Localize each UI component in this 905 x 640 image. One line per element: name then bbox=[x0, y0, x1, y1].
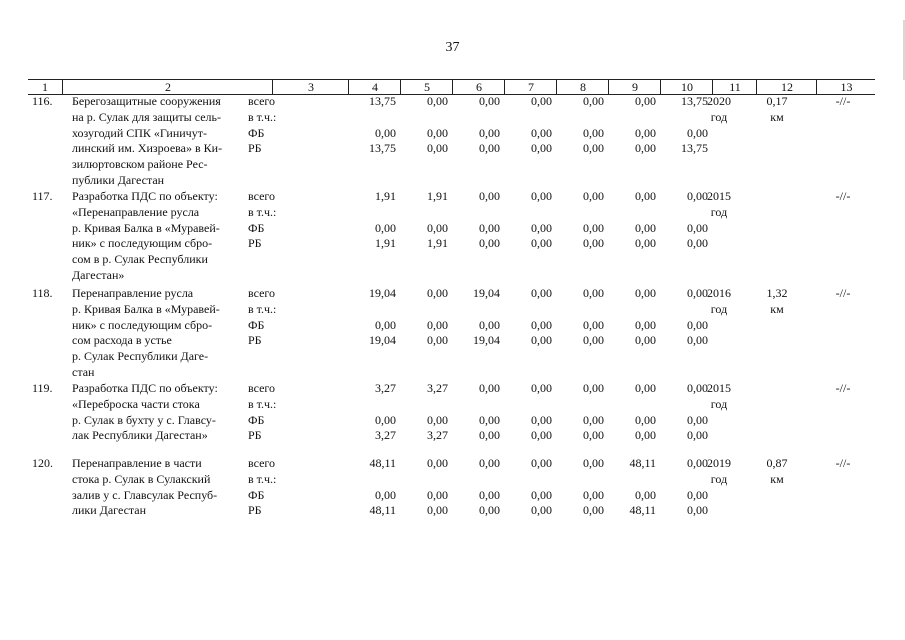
fund-fb-label: ФБ bbox=[248, 412, 265, 427]
year-unit: год bbox=[710, 204, 728, 219]
value-cell: 1,91 bbox=[375, 189, 396, 203]
row-number: 120. bbox=[32, 456, 53, 470]
description-line: «Переброска части стока bbox=[72, 396, 200, 411]
value-cell: 0,00 bbox=[531, 412, 552, 427]
length-unit: км bbox=[770, 471, 784, 486]
description-line: ник» с последующим сбро- bbox=[72, 317, 213, 332]
ditto-mark: -//- bbox=[835, 456, 851, 470]
funding-sources bbox=[248, 189, 308, 252]
value-cell: 0,00 bbox=[635, 381, 656, 395]
value-cell: 13,75 bbox=[681, 94, 708, 108]
year-value: 2020 bbox=[707, 94, 731, 108]
value-cell: 0,00 bbox=[479, 141, 500, 156]
fund-including-label: в т.ч.: bbox=[248, 396, 277, 411]
value-cell: 0,00 bbox=[687, 428, 708, 443]
table-row-119 bbox=[28, 381, 875, 445]
value-cell: 1,91 bbox=[427, 236, 448, 251]
ditto-mark: -//- bbox=[835, 189, 851, 203]
value-cell: 0,00 bbox=[375, 412, 396, 427]
value-cell: 19,04 bbox=[473, 286, 500, 300]
year-unit: год bbox=[710, 396, 728, 411]
description-line: сом в р. Сулак Республики bbox=[72, 252, 208, 267]
header-col-9: 9 bbox=[608, 80, 661, 94]
value-cell: 0,00 bbox=[635, 189, 656, 203]
value-cell: 0,00 bbox=[635, 412, 656, 427]
value-cell: 0,00 bbox=[427, 487, 448, 502]
value-cell: 19,04 bbox=[369, 286, 396, 300]
description-line: линский им. Хизроева» в Ки- bbox=[72, 141, 223, 156]
ditto-mark: -//- bbox=[835, 286, 851, 300]
fund-fb-label: ФБ bbox=[248, 125, 265, 140]
description-line: публики Дагестан bbox=[72, 172, 165, 187]
value-cell: 0,00 bbox=[531, 317, 552, 332]
value-cell: 13,75 bbox=[369, 141, 396, 156]
value-cell: 0,00 bbox=[375, 317, 396, 332]
value-cell: 0,00 bbox=[479, 94, 500, 108]
value-cell: 0,00 bbox=[687, 333, 708, 348]
value-cell: 0,00 bbox=[635, 220, 656, 235]
description-line: Берегозащитные сооружения bbox=[72, 94, 221, 108]
table-row-118 bbox=[28, 286, 875, 378]
description-line: р. Сулак в бухту у с. Главсу- bbox=[72, 412, 216, 427]
fund-rb-label: РБ bbox=[248, 236, 262, 251]
value-cell: 0,00 bbox=[583, 220, 604, 235]
description-line: на р. Сулак для защиты сель- bbox=[72, 109, 221, 124]
value-cell: 3,27 bbox=[375, 428, 396, 443]
description-line: Перенаправление русла bbox=[72, 286, 194, 300]
value-cell: 0,00 bbox=[427, 333, 448, 348]
value-cell: 0,00 bbox=[531, 141, 552, 156]
fund-including-label: в т.ч.: bbox=[248, 301, 277, 316]
fund-rb-label: РБ bbox=[248, 428, 262, 443]
value-cell: 13,75 bbox=[681, 141, 708, 156]
year-unit: год bbox=[710, 109, 728, 124]
value-cell: 0,00 bbox=[531, 487, 552, 502]
value-cell: 0,00 bbox=[531, 236, 552, 251]
value-cell: 0,00 bbox=[583, 333, 604, 348]
year-value: 2016 bbox=[707, 286, 731, 300]
description-line: р. Кривая Балка в «Муравей- bbox=[72, 301, 220, 316]
value-cell: 0,00 bbox=[635, 428, 656, 443]
value-cell: 0,00 bbox=[479, 412, 500, 427]
value-cell: 0,00 bbox=[635, 487, 656, 502]
value-cell: 0,00 bbox=[531, 286, 552, 300]
header-col-10: 10 bbox=[660, 80, 713, 94]
value-cell: 0,00 bbox=[687, 189, 708, 203]
value-cell: 48,11 bbox=[369, 503, 396, 518]
row-number: 118. bbox=[32, 286, 53, 300]
description-line: Разработка ПДС по объекту: bbox=[72, 189, 218, 203]
fund-including-label: в т.ч.: bbox=[248, 471, 277, 486]
fund-rb-label: РБ bbox=[248, 333, 262, 348]
table-row-120 bbox=[28, 456, 875, 520]
value-cell: 48,11 bbox=[629, 503, 656, 518]
header-col-1: 1 bbox=[42, 80, 48, 94]
value-cell: 0,00 bbox=[687, 412, 708, 427]
value-cell: 0,00 bbox=[427, 503, 448, 518]
value-cell: 3,27 bbox=[427, 428, 448, 443]
value-cell: 0,00 bbox=[531, 94, 552, 108]
fund-total-label: всего bbox=[248, 286, 276, 300]
value-cell: 0,00 bbox=[635, 317, 656, 332]
value-cell: 0,00 bbox=[687, 236, 708, 251]
header-col-13: 13 bbox=[816, 80, 876, 94]
value-cell: 0,00 bbox=[531, 220, 552, 235]
year-value: 2015 bbox=[707, 189, 731, 203]
value-cell: 0,00 bbox=[531, 381, 552, 395]
fund-rb-label: РБ bbox=[248, 141, 262, 156]
table-row-116 bbox=[28, 94, 875, 186]
header-col-7: 7 bbox=[504, 80, 557, 94]
year-value: 2015 bbox=[707, 381, 731, 395]
value-cell: 0,00 bbox=[479, 220, 500, 235]
value-cell: 1,91 bbox=[427, 189, 448, 203]
value-cell: 0,00 bbox=[427, 141, 448, 156]
value-cell: 0,00 bbox=[531, 456, 552, 470]
value-cell: 0,00 bbox=[635, 94, 656, 108]
row-description bbox=[72, 456, 265, 519]
value-cell: 1,91 bbox=[375, 236, 396, 251]
value-cell: 0,00 bbox=[583, 94, 604, 108]
row-number: 116. bbox=[32, 94, 53, 108]
description-line: Дагестан» bbox=[72, 267, 125, 282]
header-col-8: 8 bbox=[556, 80, 609, 94]
length-value: 0,87 bbox=[766, 456, 788, 470]
description-line: хозугодий СПК «Гиничут- bbox=[72, 125, 207, 140]
value-cell: 0,00 bbox=[375, 125, 396, 140]
value-cell: 0,00 bbox=[479, 381, 500, 395]
value-cell: 0,00 bbox=[583, 189, 604, 203]
value-cell: 0,00 bbox=[427, 286, 448, 300]
completion-year bbox=[696, 456, 742, 488]
length-value: 0,17 bbox=[766, 94, 788, 108]
value-cell: 13,75 bbox=[369, 94, 396, 108]
length-unit: км bbox=[770, 301, 784, 316]
row-description bbox=[72, 286, 265, 381]
header-col-2: 2 bbox=[62, 80, 273, 94]
value-cell: 0,00 bbox=[479, 487, 500, 502]
value-cell: 0,00 bbox=[427, 125, 448, 140]
completion-year bbox=[696, 189, 742, 221]
value-cell: 0,00 bbox=[479, 503, 500, 518]
row-number: 119. bbox=[32, 381, 53, 395]
value-cell: 0,00 bbox=[427, 317, 448, 332]
value-cell: 0,00 bbox=[687, 487, 708, 502]
value-cell: 0,00 bbox=[687, 317, 708, 332]
value-cell: 0,00 bbox=[583, 236, 604, 251]
length bbox=[754, 94, 800, 126]
header-col-3: 3 bbox=[272, 80, 349, 94]
value-cell: 0,00 bbox=[635, 125, 656, 140]
fund-total-label: всего bbox=[248, 94, 276, 108]
description-line: лики Дагестан bbox=[72, 503, 147, 518]
value-cell: 0,00 bbox=[687, 503, 708, 518]
fund-rb-label: РБ bbox=[248, 503, 262, 518]
value-cell: 0,00 bbox=[479, 428, 500, 443]
table-row-117 bbox=[28, 189, 875, 281]
value-cell: 0,00 bbox=[635, 286, 656, 300]
description-line: залив у с. Главсулак Респуб- bbox=[72, 487, 218, 502]
fund-total-label: всего bbox=[248, 189, 276, 203]
value-cell: 0,00 bbox=[427, 412, 448, 427]
value-cell: 0,00 bbox=[583, 503, 604, 518]
fund-fb-label: ФБ bbox=[248, 487, 265, 502]
value-cell: 0,00 bbox=[583, 125, 604, 140]
value-cell: 0,00 bbox=[635, 141, 656, 156]
description-line: р. Кривая Балка в «Муравей- bbox=[72, 220, 220, 235]
value-cell: 0,00 bbox=[531, 428, 552, 443]
header-col-12: 12 bbox=[756, 80, 817, 94]
fund-fb-label: ФБ bbox=[248, 220, 265, 235]
row-description bbox=[72, 381, 265, 444]
value-cell: 3,27 bbox=[375, 381, 396, 395]
fund-total-label: всего bbox=[248, 456, 276, 470]
year-unit: год bbox=[710, 471, 728, 486]
fund-including-label: в т.ч.: bbox=[248, 109, 277, 124]
header-col-6: 6 bbox=[452, 80, 505, 94]
value-cell: 0,00 bbox=[687, 220, 708, 235]
description-line: лак Республики Дагестан» bbox=[72, 428, 208, 443]
funding-sources bbox=[248, 456, 308, 519]
header-col-5: 5 bbox=[400, 80, 453, 94]
value-cell: 0,00 bbox=[531, 503, 552, 518]
ditto-mark: -//- bbox=[835, 94, 851, 108]
value-cell: 0,00 bbox=[583, 381, 604, 395]
value-cell: 0,00 bbox=[375, 487, 396, 502]
length bbox=[754, 456, 800, 488]
value-cell: 0,00 bbox=[531, 333, 552, 348]
description-line: р. Сулак Республики Даге- bbox=[72, 349, 209, 364]
value-cell: 0,00 bbox=[687, 286, 708, 300]
header-col-11: 11 bbox=[712, 80, 757, 94]
value-cell: 0,00 bbox=[687, 381, 708, 395]
value-cell: 0,00 bbox=[427, 456, 448, 470]
value-cell: 0,00 bbox=[427, 220, 448, 235]
length-value: 1,32 bbox=[766, 286, 788, 300]
ditto-mark: -//- bbox=[835, 381, 851, 395]
description-line: стан bbox=[72, 364, 95, 379]
fund-including-label: в т.ч.: bbox=[248, 204, 277, 219]
table-header bbox=[28, 79, 875, 95]
funding-sources bbox=[248, 286, 308, 349]
value-cell: 0,00 bbox=[479, 189, 500, 203]
value-cell: 0,00 bbox=[479, 317, 500, 332]
value-cell: 48,11 bbox=[629, 456, 656, 470]
row-description bbox=[72, 94, 265, 189]
value-cell: 0,00 bbox=[583, 412, 604, 427]
fund-fb-label: ФБ bbox=[248, 317, 265, 332]
value-cell: 0,00 bbox=[583, 487, 604, 502]
value-cell: 0,00 bbox=[687, 456, 708, 470]
description-line: стока р. Сулак в Сулакский bbox=[72, 471, 211, 486]
description-line: Перенаправление в части bbox=[72, 456, 202, 470]
row-description bbox=[72, 189, 265, 284]
completion-year bbox=[696, 94, 742, 126]
value-cell: 0,00 bbox=[635, 333, 656, 348]
value-cell: 0,00 bbox=[531, 189, 552, 203]
completion-year bbox=[696, 381, 742, 413]
value-cell: 48,11 bbox=[369, 456, 396, 470]
description-line: Разработка ПДС по объекту: bbox=[72, 381, 218, 395]
value-cell: 0,00 bbox=[583, 141, 604, 156]
description-line: ник» с последующим сбро- bbox=[72, 236, 213, 251]
value-cell: 0,00 bbox=[583, 286, 604, 300]
value-cell: 19,04 bbox=[473, 333, 500, 348]
fund-total-label: всего bbox=[248, 381, 276, 395]
value-cell: 0,00 bbox=[635, 236, 656, 251]
value-cell: 0,00 bbox=[479, 125, 500, 140]
value-cell: 0,00 bbox=[479, 456, 500, 470]
page-number: 37 bbox=[445, 40, 460, 55]
header-col-4: 4 bbox=[348, 80, 401, 94]
length-unit: км bbox=[770, 109, 784, 124]
completion-year bbox=[696, 286, 742, 318]
value-cell: 19,04 bbox=[369, 333, 396, 348]
description-line: зилюртовском районе Рес- bbox=[72, 157, 208, 172]
value-cell: 0,00 bbox=[427, 94, 448, 108]
funding-sources bbox=[248, 94, 308, 157]
year-unit: год bbox=[710, 301, 728, 316]
funding-sources bbox=[248, 381, 308, 444]
value-cell: 0,00 bbox=[583, 456, 604, 470]
length bbox=[754, 286, 800, 318]
value-cell: 0,00 bbox=[479, 236, 500, 251]
value-cell: 0,00 bbox=[531, 125, 552, 140]
description-line: сом расхода в устье bbox=[72, 333, 172, 348]
value-cell: 0,00 bbox=[687, 125, 708, 140]
value-cell: 0,00 bbox=[375, 220, 396, 235]
year-value: 2019 bbox=[707, 456, 731, 470]
value-cell: 0,00 bbox=[583, 428, 604, 443]
row-number: 117. bbox=[32, 189, 53, 203]
value-cell: 0,00 bbox=[583, 317, 604, 332]
value-cell: 3,27 bbox=[427, 381, 448, 395]
description-line: «Перенаправление русла bbox=[72, 204, 200, 219]
